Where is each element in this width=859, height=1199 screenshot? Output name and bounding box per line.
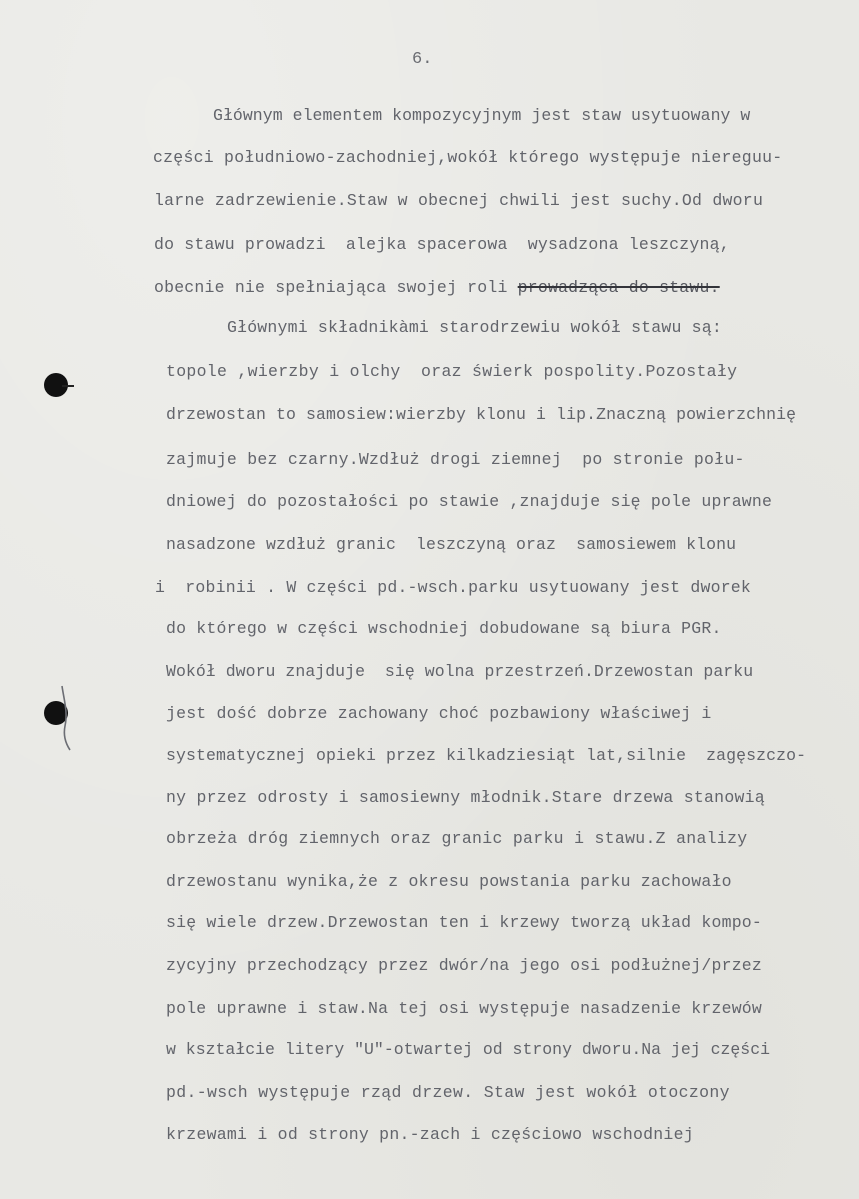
text-line: do stawu prowadzi alejka spacerowa wysadzona leszczyną,	[154, 235, 730, 254]
text-line: części południowo-zachodniej,wokół którego występuje niereguu-	[153, 148, 783, 167]
margin-pen-mark	[50, 682, 80, 752]
page-number: 6.	[412, 50, 433, 69]
text-line: drzewostanu wynika,że z okresu powstania parku zachowało	[166, 872, 732, 891]
text-line: się wiele drzew.Drzewostan ten i krzewy tworzą układ kompo-	[166, 913, 762, 932]
text-line: pole uprawne i staw.Na tej osi występuje nasadzenie krzewów	[166, 999, 762, 1018]
text-line: pd.-wsch występuje rząd drzew. Staw jest wokół otoczony	[166, 1083, 730, 1102]
text-line: zycyjny przechodzący przez dwór/na jego osi podłużnej/przez	[166, 956, 762, 975]
text-line: Głównym elementem kompozycyjnym jest staw usytuowany w	[213, 106, 751, 125]
text-line: systematycznej opieki przez kilkadziesiąt lat,silnie zagęszczo-	[166, 746, 807, 765]
text-line: larne zadrzewienie.Staw w obecnej chwili jest suchy.Od dworu	[154, 191, 764, 210]
text-line: nasadzone wzdłuż granic leszczyną oraz samosiewem klonu	[166, 535, 737, 554]
text-line: do którego w części wschodniej dobudowane są biura PGR.	[166, 619, 722, 638]
text-line: krzewami i od strony pn.-zach i częściowo wschodniej	[166, 1125, 694, 1144]
text-line: drzewostan to samosiew:wierzby klonu i lip.Znaczną powierzchnię	[166, 405, 797, 424]
punch-hole-top-mark	[62, 385, 74, 387]
text-line: topole ,wierzby i olchy oraz świerk pospolity.Pozostały	[166, 362, 738, 381]
text-line: jest dość dobrze zachowany choć pozbawiony właściwej i	[166, 704, 712, 723]
text-line: obrzeża dróg ziemnych oraz granic parku i stawu.Z analizy	[166, 829, 748, 848]
struck-out-text: prowadząca do stawu.	[517, 278, 720, 297]
text-segment: obecnie nie spełniająca swojej roli	[154, 278, 518, 297]
text-line-with-strikethrough	[154, 278, 720, 297]
text-line: dniowej do pozostałości po stawie ,znajduje się pole uprawne	[166, 492, 773, 511]
text-line: i robinii . W części pd.-wsch.parku usytuowany jest dworek	[155, 578, 751, 597]
text-line: zajmuje bez czarny.Wzdłuż drogi ziemnej po stronie połu-	[166, 450, 745, 469]
text-line: ny przez odrosty i samosiewny młodnik.Stare drzewa stanowią	[166, 788, 765, 807]
text-line: w kształcie litery "U"-otwartej od strony dworu.Na jej części	[166, 1040, 770, 1059]
text-line: Głównymi składnikàmi starodrzewiu wokół stawu są:	[227, 318, 722, 337]
text-line: Wokół dworu znajduje się wolna przestrzeń.Drzewostan parku	[166, 662, 754, 681]
